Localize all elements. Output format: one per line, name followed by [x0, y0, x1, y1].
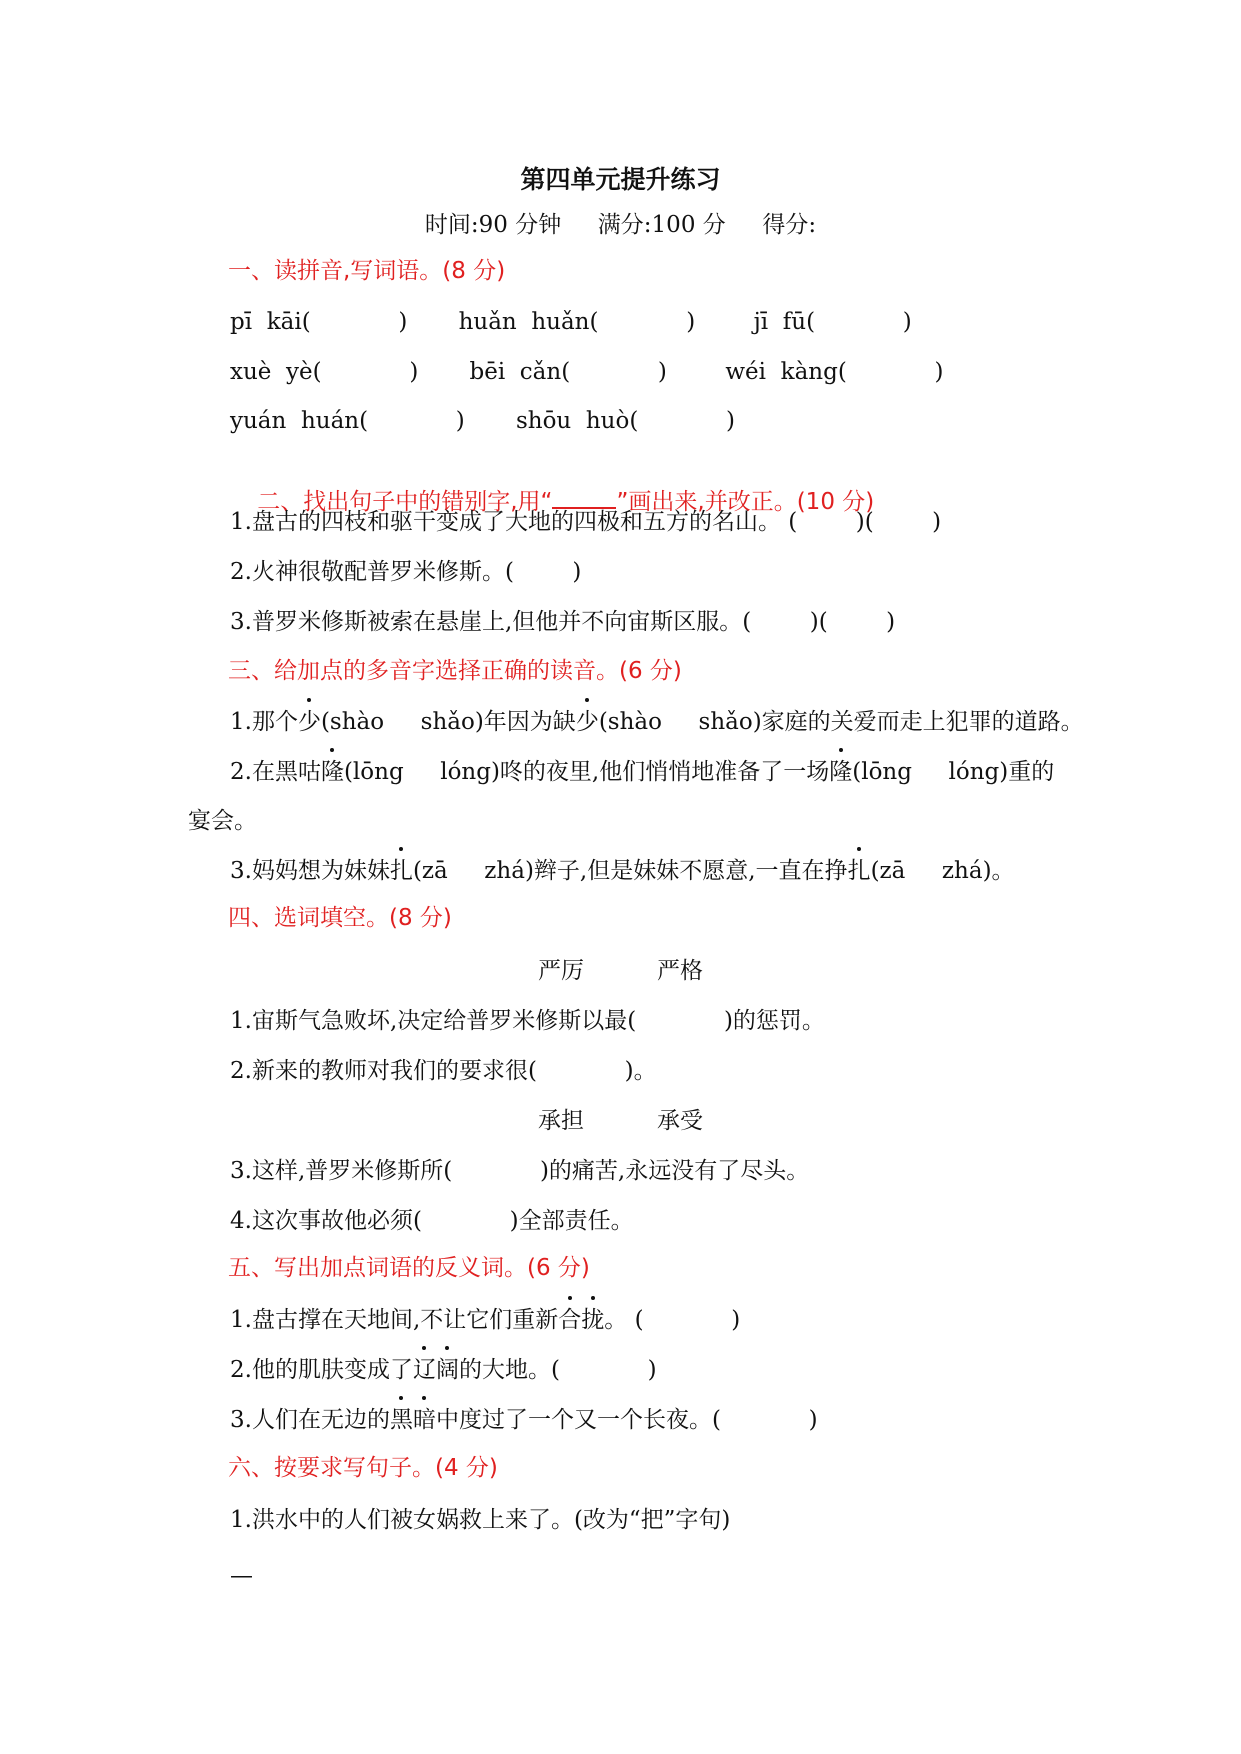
section-4-item-4: 4.这次事故他必须( )全部责任。 [230, 1208, 634, 1234]
dotted-char: 隆 [321, 756, 344, 788]
text-segment: (shào shǎo)年因为缺 [320, 709, 576, 735]
text-segment: 2.他的肌肤变成了 [230, 1357, 413, 1383]
text-segment: 1.盘古撑在天地间,不让它们重新 [230, 1307, 559, 1333]
text-segment: (zā zhá)。 [870, 858, 1015, 884]
section-4-item-1: 1.宙斯气急败坏,决定给普罗米修斯以最( )的惩罚。 [230, 1008, 825, 1034]
word-choices-2: 承担 承受 [537, 1108, 704, 1134]
dotted-char: 少 [298, 706, 321, 738]
text-segment: (zā zhá)辫子,但是妹妹不愿意,一直在挣 [412, 858, 848, 884]
section-3-item-1 [230, 706, 1084, 738]
section-5-item-1 [230, 1304, 740, 1336]
text-segment: (lōng lóng)咚的夜里,他们悄悄地准备了一场 [343, 759, 830, 785]
text-segment: (shào shǎo)家庭的关爱而走上犯罪的道路。 [598, 709, 1084, 735]
text-segment: 3.人们在无边的 [230, 1407, 390, 1433]
section-2-heading-post: ”画出来,并改正。(10 分) [616, 489, 875, 515]
text-segment: 。 ( ) [604, 1307, 741, 1333]
section-4-heading: 四、选词填空。(8 分) [228, 905, 452, 931]
dotted-char: 扎 [390, 855, 413, 887]
section-2-heading-pre: 二、找出句子中的错别字,用“ [257, 489, 553, 515]
dotted-char: 黑 [390, 1404, 413, 1436]
text-segment: 1.那个 [230, 709, 298, 735]
pinyin-line-2: xuè yè( ) bēi cǎn( ) wéi kàng( ) [230, 359, 944, 385]
dotted-char: 阔 [436, 1354, 459, 1386]
section-4-item-2: 2.新来的教师对我们的要求很( )。 [230, 1058, 657, 1084]
dotted-char: 扎 [848, 855, 871, 887]
text-segment: (lōng lóng)重的 [852, 759, 1055, 785]
section-5-item-2 [230, 1354, 657, 1386]
text-segment: 的大地。( ) [458, 1357, 657, 1383]
exam-info: 时间:90 分钟 满分:100 分 得分: [424, 212, 817, 238]
section-3-item-2-continued: 宴会。 [188, 808, 257, 834]
dotted-char: 少 [576, 706, 599, 738]
dotted-char: 辽 [413, 1354, 436, 1386]
dotted-char: 合 [558, 1304, 581, 1336]
text-segment: 中度过了一个又一个长夜。( ) [435, 1407, 818, 1433]
section-3-heading: 三、给加点的多音字选择正确的读音。(6 分) [228, 658, 682, 684]
text-segment: 3.妈妈想为妹妹 [230, 858, 390, 884]
section-2-item-2: 2.火神很敬配普罗米修斯。( ) [230, 559, 582, 585]
section-6-item-1: 1.洪水中的人们被女娲救上来了。(改为“把”字句) [230, 1507, 731, 1533]
pinyin-line-1: pī kāi( ) huǎn huǎn( ) jī fū( ) [230, 309, 912, 335]
answer-line: — [230, 1563, 253, 1589]
dotted-char: 拢 [581, 1304, 604, 1336]
text-segment: 2.在黑咕 [230, 759, 321, 785]
section-5-heading: 五、写出加点词语的反义词。(6 分) [228, 1255, 590, 1281]
section-2-item-1: 1.盘古的四枝和驱干变成了大地的四极和五方的名山。 ( )( ) [230, 509, 942, 535]
word-choices-1: 严厉 严格 [537, 958, 704, 984]
dotted-char: 隆 [829, 756, 852, 788]
section-1-heading: 一、读拼音,写词语。(8 分) [228, 258, 506, 284]
pinyin-line-3: yuán huán( ) shōu huò( ) [230, 408, 736, 434]
section-3-item-3 [230, 855, 1015, 887]
section-4-item-3: 3.这样,普罗米修斯所( )的痛苦,永远没有了尽头。 [230, 1158, 810, 1184]
section-3-item-2 [230, 756, 1054, 788]
section-5-item-3 [230, 1404, 818, 1436]
section-6-heading: 六、按要求写句子。(4 分) [228, 1455, 498, 1481]
dotted-char: 暗 [413, 1404, 436, 1436]
section-2-item-3: 3.普罗米修斯被索在悬崖上,但他并不向宙斯区服。( )( ) [230, 609, 896, 635]
page-title: 第四单元提升练习 [520, 165, 721, 194]
